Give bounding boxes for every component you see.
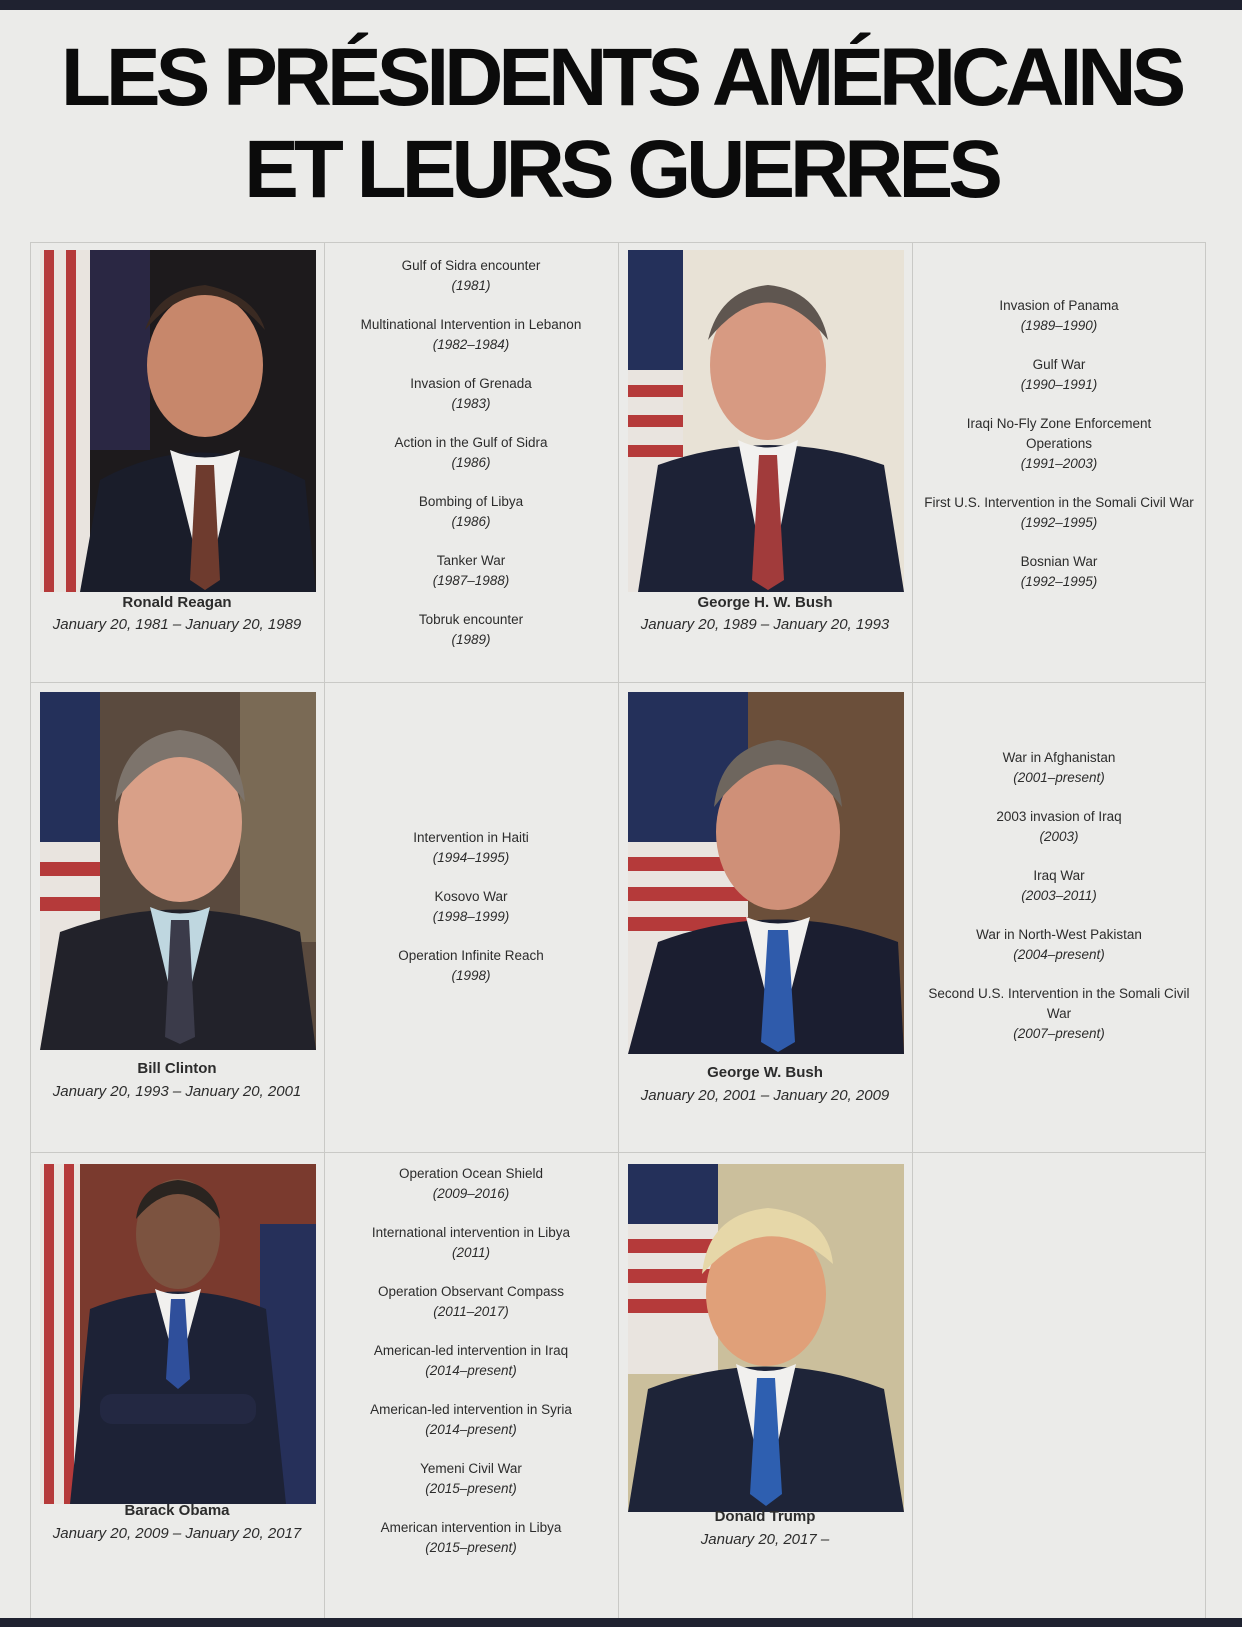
war-item: Bombing of Libya (1986) — [418, 494, 524, 529]
president-name: George W. Bush — [707, 1064, 823, 1081]
portrait-trump — [628, 1164, 904, 1512]
war-item: Intervention in Haiti (1994–1995) — [413, 830, 529, 865]
war-list — [324, 256, 618, 669]
president-term: January 20, 2009 – January 20, 2017 — [52, 1525, 302, 1542]
war-item: Invasion of Grenada (1983) — [410, 376, 532, 411]
war-item: Action in the Gulf of Sidra (1986) — [394, 435, 548, 470]
president-name: Donald Trump — [714, 1508, 816, 1525]
president-name: Barack Obama — [124, 1502, 230, 1519]
title-line-1: LES PRÉSIDENTS AMÉRICAINS — [60, 32, 1182, 123]
portrait-reagan — [40, 250, 316, 592]
president-term: January 20, 1993 – January 20, 2001 — [52, 1083, 302, 1100]
portrait-ghw-bush — [628, 250, 904, 592]
war-list — [324, 1164, 618, 1577]
war-list — [912, 748, 1206, 1063]
page-title — [0, 32, 1242, 216]
war-item: Second U.S. Intervention in the Somali Civil War (2007–present) — [928, 986, 1190, 1041]
president-name: Ronald Reagan — [122, 594, 232, 611]
war-item: American-led intervention in Syria (2014–present) — [370, 1402, 572, 1437]
war-item: War in North-West Pakistan (2004–present) — [976, 927, 1142, 962]
war-item: Tanker War (1987–1988) — [432, 553, 510, 588]
title-line-2: ET LEURS GUERRES — [244, 124, 998, 215]
war-item: 2003 invasion of Iraq (2003) — [996, 809, 1122, 844]
war-item: Multinational Intervention in Lebanon (1982–1984) — [360, 317, 582, 352]
war-item: War in Afghanistan (2001–present) — [1002, 750, 1116, 785]
war-item: Bosnian War (1992–1995) — [1020, 554, 1098, 589]
president-term: January 20, 2017 – — [700, 1531, 830, 1548]
war-item: Yemeni Civil War (2015–present) — [420, 1461, 522, 1496]
war-item: American intervention in Libya (2015–present) — [380, 1520, 562, 1555]
president-term: January 20, 2001 – January 20, 2009 — [640, 1087, 890, 1104]
war-list — [324, 828, 618, 1005]
war-item: Gulf of Sidra encounter (1981) — [401, 258, 541, 293]
war-item: Kosovo War (1998–1999) — [432, 889, 510, 924]
war-item: Gulf War (1990–1991) — [1020, 357, 1098, 392]
portrait-obama — [40, 1164, 316, 1504]
presidents-table — [30, 242, 1206, 1618]
war-item: Iraqi No-Fly Zone Enforcement Operations (1991–2003) — [966, 416, 1152, 471]
war-list — [912, 296, 1206, 611]
war-item: International intervention in Libya (2011) — [371, 1225, 571, 1260]
war-item: Operation Ocean Shield (2009–2016) — [398, 1166, 544, 1201]
war-item: Invasion of Panama (1989–1990) — [999, 298, 1119, 333]
page — [0, 10, 1242, 1618]
war-item: Operation Observant Compass (2011–2017) — [377, 1284, 565, 1319]
war-item: Tobruk encounter (1989) — [418, 612, 524, 647]
president-term: January 20, 1989 – January 20, 1993 — [640, 616, 890, 633]
president-term: January 20, 1981 – January 20, 1989 — [52, 616, 302, 633]
portrait-gw-bush — [628, 692, 904, 1054]
war-item: Iraq War (2003–2011) — [1021, 868, 1097, 903]
war-item: American-led intervention in Iraq (2014–present) — [373, 1343, 569, 1378]
portrait-clinton — [40, 692, 316, 1050]
war-item: First U.S. Intervention in the Somali Civil War (1992–1995) — [924, 495, 1194, 530]
president-name: Bill Clinton — [137, 1060, 217, 1077]
war-item: Operation Infinite Reach (1998) — [398, 948, 544, 983]
president-name: George H. W. Bush — [697, 594, 833, 611]
